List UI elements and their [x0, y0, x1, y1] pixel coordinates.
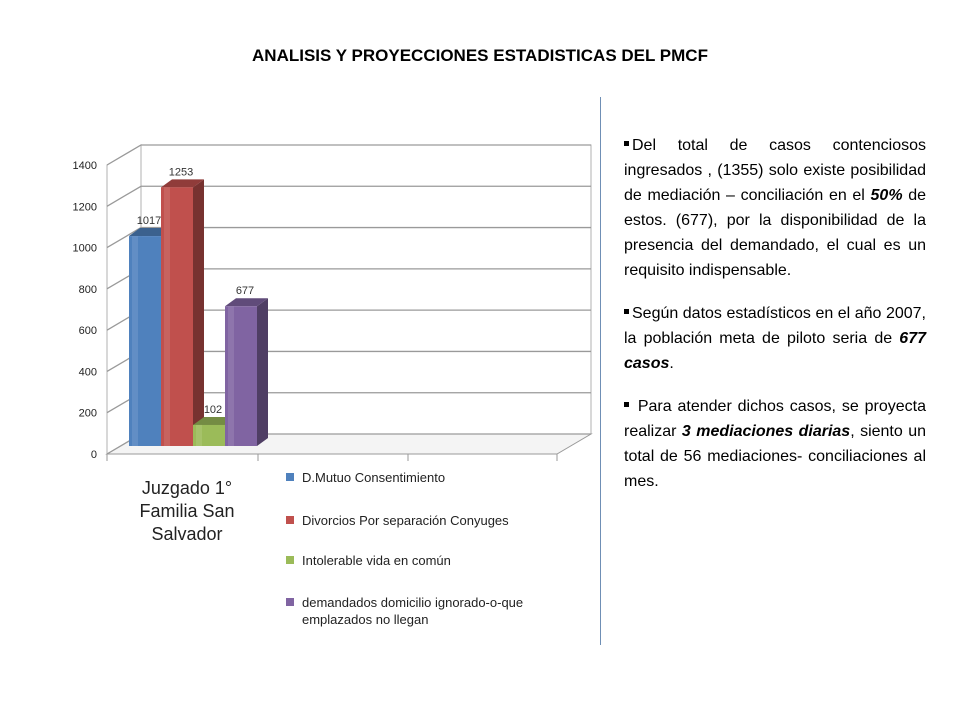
paragraph-text: , siento un total de 56 mediaciones- conciliaciones al mes. [624, 423, 927, 490]
legend-label-line: demandados domicilio ignorado-o-que [302, 595, 524, 610]
bar-highlight [132, 236, 138, 446]
data-label: 102 [203, 403, 223, 416]
legend-swatch [286, 516, 294, 524]
legend-label-line: emplazados no llegan [302, 612, 429, 627]
bar-side [257, 298, 268, 446]
y-tick-label: 600 [78, 325, 97, 338]
data-label: 1017 [136, 215, 162, 228]
category-label [112, 477, 262, 546]
bar-highlight [228, 306, 234, 446]
paragraph-text: . [669, 355, 674, 372]
vertical-divider [600, 97, 601, 645]
paragraph-text: Según datos estadísticos en el año 2007, la población meta de piloto seria de [624, 305, 926, 347]
text-panel [624, 133, 926, 512]
legend-label: Intolerable vida en común [302, 553, 451, 568]
y-tick-label: 1000 [72, 242, 97, 255]
bullet-icon [624, 402, 629, 407]
bar [161, 179, 204, 446]
paragraph-text: de estos. (677), por la disponibilidad de la presencia del demandado, el cual es un requisito indispensable. [624, 187, 926, 279]
legend-label: D.Mutuo Consentimiento [302, 470, 446, 485]
bar-side [193, 179, 204, 446]
legend-swatch [286, 473, 294, 481]
y-tick-label: 200 [78, 407, 97, 420]
emphasis-text: 3 mediaciones diarias [681, 423, 851, 440]
emphasis-text: 50% [870, 187, 903, 204]
y-tick-label: 800 [78, 283, 97, 296]
y-tick-label: 1400 [72, 160, 97, 172]
data-label: 1253 [168, 166, 194, 179]
paragraph-mediaciones [624, 394, 926, 494]
y-tick-label: 0 [90, 449, 97, 461]
paragraph-text: Para atender dichos casos, se proyecta realizar [624, 398, 926, 440]
bar-highlight [196, 425, 202, 446]
y-tick-label: 400 [78, 366, 97, 379]
y-axis-ticks [73, 160, 97, 461]
category-label-line: Salvador [151, 524, 223, 544]
bullet-icon [624, 309, 629, 314]
bar [225, 298, 268, 446]
paragraph-poblacion [624, 301, 926, 376]
legend-swatch [286, 598, 294, 606]
bar-highlight [164, 187, 170, 446]
paragraph-casos [624, 133, 926, 283]
paragraph-text: Del total de casos contenciosos ingresados , (1355) solo existe posibilidad de mediación – conciliación en el [624, 137, 926, 204]
legend-swatch [286, 556, 294, 564]
category-label-line: Familia San [139, 501, 235, 521]
page-title: ANALISIS Y PROYECCIONES ESTADISTICAS DEL PMCF [252, 46, 708, 65]
emphasis-text: 677 casos [624, 330, 926, 372]
data-label: 677 [235, 285, 255, 298]
y-tick-label: 1200 [72, 201, 97, 214]
category-label-line: Juzgado 1° [141, 478, 233, 498]
legend-label: Divorcios Por separación Conyuges [302, 513, 509, 528]
back-wall [141, 145, 591, 434]
bullet-icon [624, 141, 629, 146]
